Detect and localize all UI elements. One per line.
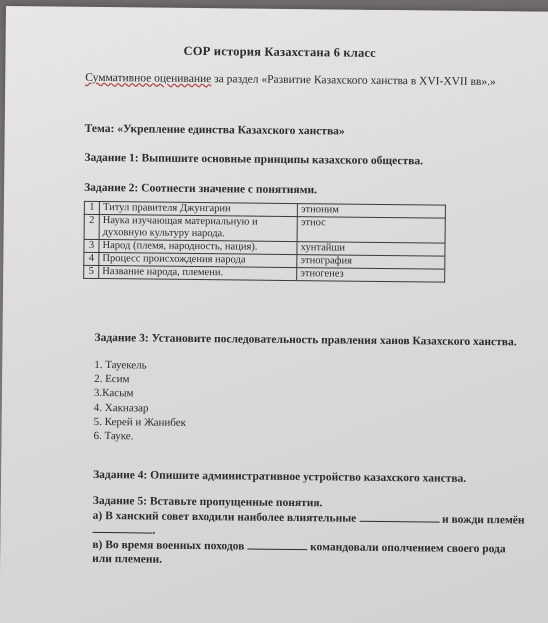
row-number: 2 xyxy=(84,214,99,239)
task-4: Задание 4: Опишите административное устройство казахского ханства. xyxy=(93,468,467,485)
term-cell: Процесс происхождения народа xyxy=(99,252,297,267)
intro-rest: за раздел «Развитие Казахского ханства в XVI-XVII вв».» xyxy=(211,73,496,89)
intro-underlined: Суммативное оценивание xyxy=(85,71,212,86)
option-cell: хунтайши xyxy=(297,242,445,257)
task-5a xyxy=(92,509,532,542)
option-cell: этноним xyxy=(297,204,445,219)
list-item: 4. Хакназар xyxy=(93,401,149,415)
khan-list xyxy=(93,358,186,444)
list-item: 6. Тауке. xyxy=(93,429,134,443)
option-cell: этногенез xyxy=(297,268,445,283)
task-5b-before: в) Во время военных походов xyxy=(92,538,245,553)
table-row xyxy=(84,265,445,282)
answer-blank[interactable] xyxy=(359,512,439,523)
task-5a-after: . xyxy=(152,524,156,537)
task-5a-middle: и вожди племён xyxy=(442,513,525,527)
list-item: 2. Есим xyxy=(94,373,130,386)
document-title: СОР история Казахстана 6 класс xyxy=(183,43,377,60)
term-cell: Название народа, племени. xyxy=(99,265,297,280)
task-5b xyxy=(92,538,512,570)
row-number: 4 xyxy=(84,252,99,265)
task-3: Задание 3: Установите последовательность правления ханов Казахского ханства. xyxy=(94,331,517,349)
list-item: 5. Керей и Жанибек xyxy=(93,415,187,429)
option-cell: этнос xyxy=(297,217,445,244)
task-5b-after: командовали ополчением своего рода или племени. xyxy=(92,541,506,566)
paper-sheet xyxy=(0,6,548,623)
task-5a-before: а) В ханский совет входили наиболее влиятельные xyxy=(92,509,357,525)
intro-text xyxy=(85,71,535,90)
table-row xyxy=(84,214,445,243)
matching-table xyxy=(83,201,446,283)
term-cell: Народ (племя, народность, нация). xyxy=(99,239,297,254)
row-number: 5 xyxy=(84,265,99,278)
answer-blank[interactable] xyxy=(92,523,152,534)
list-item: 3.Касым xyxy=(93,387,134,400)
term-cell: Титул правителя Джунгарии xyxy=(99,201,297,216)
topic-line: Тема: «Укрепление единства Казахского ханства» xyxy=(84,122,345,138)
answer-blank[interactable] xyxy=(247,540,307,551)
row-number: 1 xyxy=(84,201,99,214)
task-2: Задание 2: Соотнести значение с понятиями. xyxy=(84,181,318,197)
task-1: Задание 1: Выпишите основные принципы казахского общества. xyxy=(84,151,424,168)
row-number: 3 xyxy=(84,239,99,252)
term-cell: Наука изучающая материальную и духовную культуру народа. xyxy=(99,214,297,241)
task-5: Задание 5: Вставьте пропущенные понятия. xyxy=(92,494,323,510)
list-item: 1. Тауекель xyxy=(94,358,147,372)
option-cell: этнография xyxy=(297,255,445,270)
